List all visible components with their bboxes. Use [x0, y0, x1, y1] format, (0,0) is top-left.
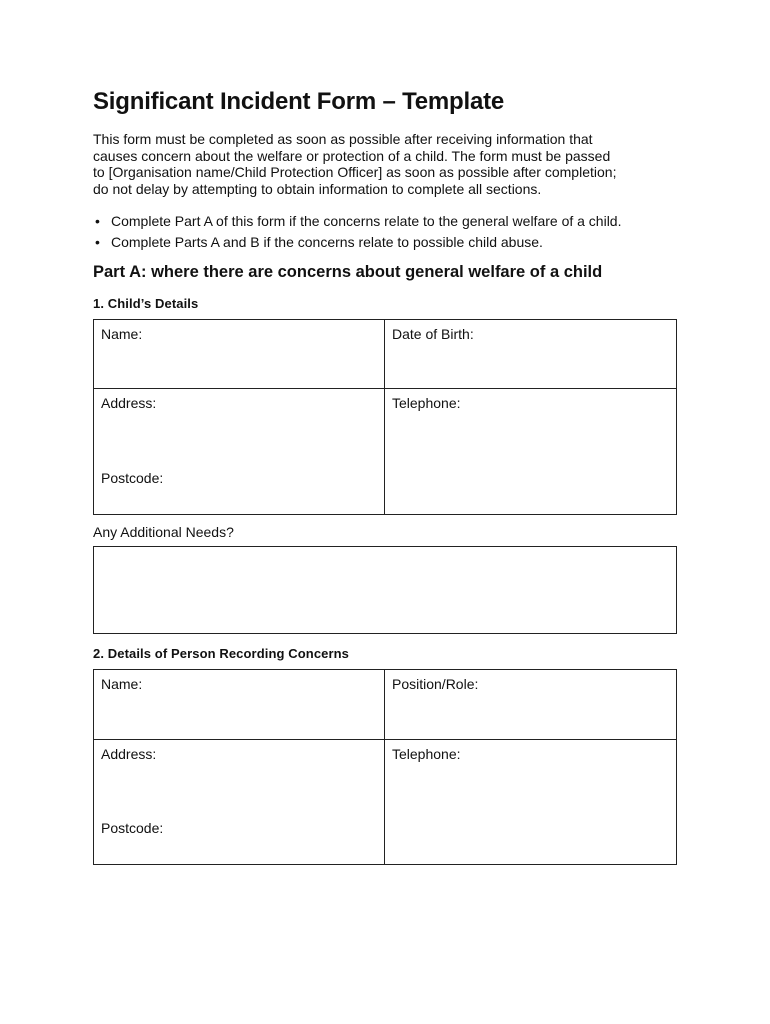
recorder-name-label: Name: — [101, 676, 143, 692]
child-telephone-label: Telephone: — [392, 395, 461, 411]
intro-paragraph — [93, 131, 693, 197]
intro-line-2: causes concern about the welfare or protection of a child. The form must be passed — [93, 147, 611, 164]
list-item-text: Complete Parts A and B if the concerns relate to possible child abuse. — [111, 234, 543, 250]
bullet-icon: • — [95, 234, 100, 250]
recorder-address-label: Address: — [101, 746, 157, 762]
child-dob-label: Date of Birth: — [392, 326, 474, 342]
section-1-heading: 1. Child’s Details — [93, 296, 199, 311]
additional-needs-field[interactable] — [93, 546, 677, 634]
additional-needs-label: Any Additional Needs? — [93, 524, 234, 540]
bullet-icon: • — [95, 213, 100, 229]
recorder-telephone-label: Telephone: — [392, 746, 461, 762]
list-item — [93, 234, 622, 255]
child-postcode-label: Postcode: — [101, 470, 164, 486]
list-item — [93, 213, 622, 234]
intro-line-3: to [Organisation name/Child Protection Officer] as soon as possible after completion; — [93, 164, 617, 180]
intro-line-4: do not delay by attempting to obtain information to complete all sections. — [93, 180, 542, 197]
form-title: Significant Incident Form – Template — [93, 88, 505, 115]
child-address-label: Address: — [101, 395, 157, 411]
list-item-text: Complete Part A of this form if the concerns relate to the general welfare of a child. — [111, 213, 622, 229]
instruction-list — [93, 213, 622, 255]
recorder-position-label: Position/Role: — [392, 676, 479, 692]
part-a-heading: Part A: where there are concerns about general welfare of a child — [93, 263, 603, 281]
recorder-postcode-label: Postcode: — [101, 820, 164, 836]
section-2-heading: 2. Details of Person Recording Concerns — [93, 646, 350, 661]
child-name-label: Name: — [101, 326, 143, 342]
intro-line-1: This form must be completed as soon as possible after receiving information that — [93, 131, 593, 147]
